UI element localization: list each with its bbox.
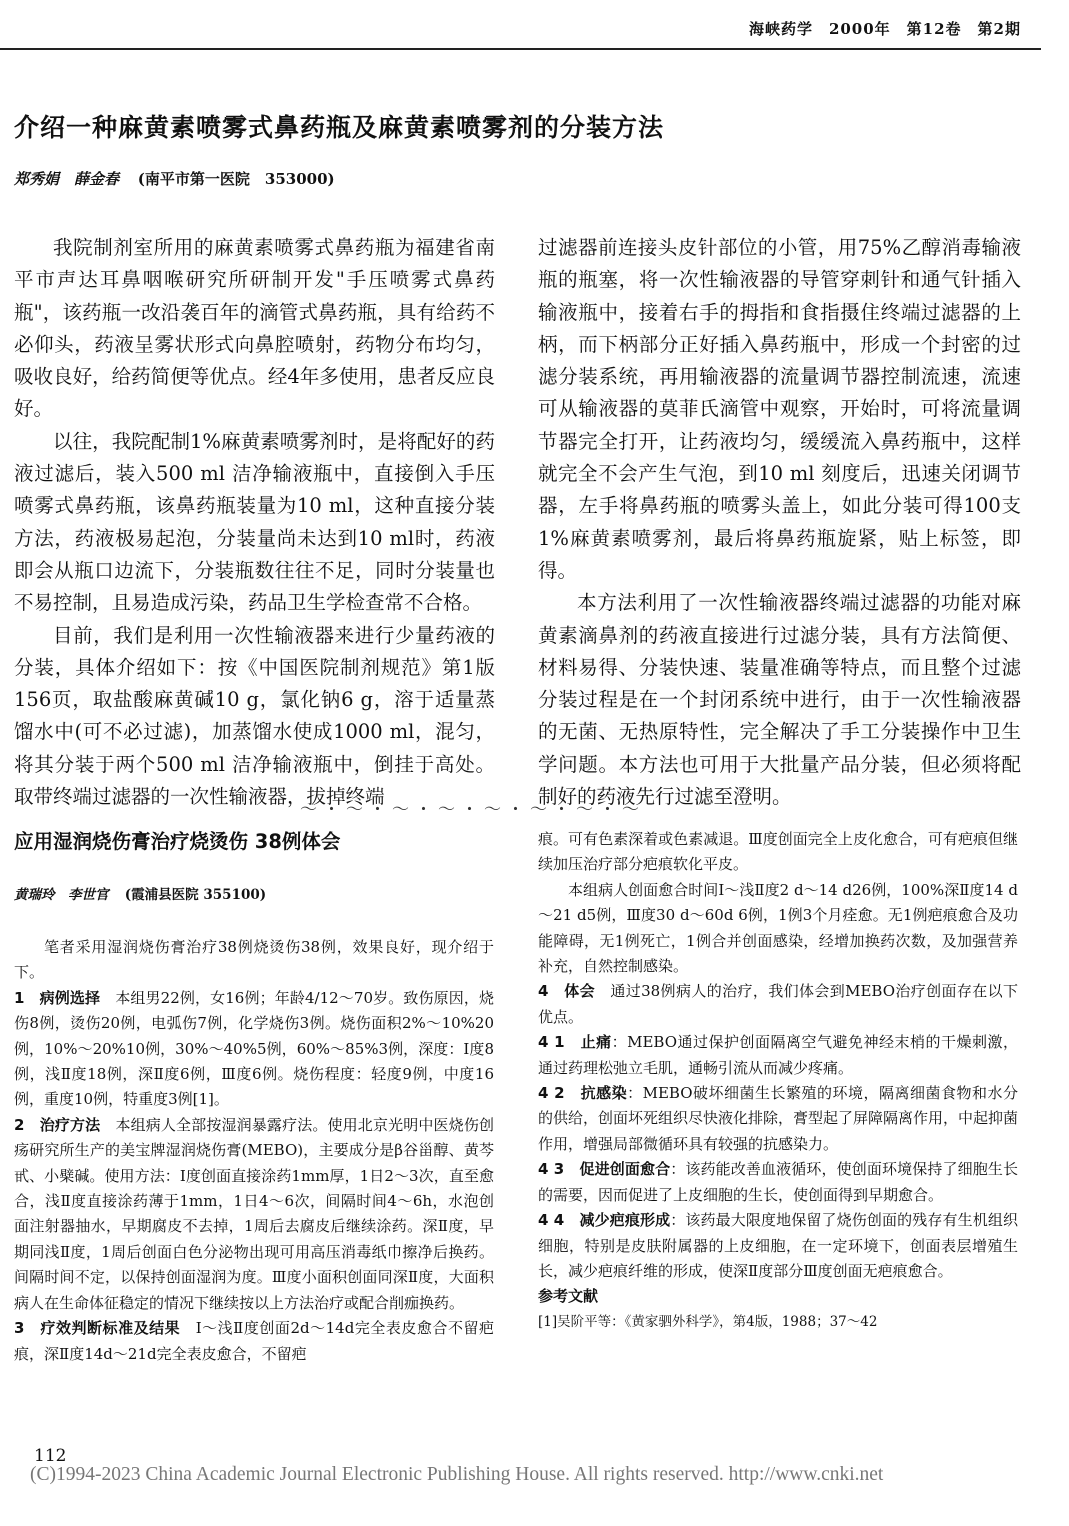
section-heading: 1 病例选择 bbox=[14, 988, 101, 1007]
article-separator: ～・～・～・～・～・～・～・～ bbox=[300, 800, 645, 820]
section-text: 本组病人全部按湿润暴露疗法。使用北京光明中医烧伤创疡研究所生产的美宝牌湿润烧伤膏(MEBO)，主要成分是β谷甾醇、黄芩甙、小檗碱。使用方法：Ⅰ度创面直接涂药1mm厚，1日2～3次，直至愈合，浅Ⅱ度直接涂药薄于1mm，1日4～6次，间隔时间4～6h，水泡创面注射器抽水，早期腐皮不去掉，1周后去腐皮后继续涂药。深Ⅱ度，早期同浅Ⅱ度，1周后创面白色分泌物出现可用高压消毒纸巾擦净后换药。间隔时间不定，以保持创面湿润为度。Ⅲ度小面积创面同深Ⅱ度，大面积病人在生命体征稳定的情况下继续按以上方法治疗或配合削痂换药。 bbox=[14, 1115, 494, 1312]
paragraph: 我院制剂室所用的麻黄素喷雾式鼻药瓶为福建省南平市声达耳鼻咽喉研究所研制开发"手压喷雾式鼻药瓶"，该药瓶一改沿袭百年的滴管式鼻药瓶，具有给药不必仰头，药液呈雾状形式向鼻腔喷射，药物分布均匀，吸收良好，给药简便等优点。经4年多使用，患者反应良好。 bbox=[14, 236, 495, 421]
paragraph: 痕。可有色素深着或色素减退。Ⅲ度创面完全上皮化愈合，可有疤痕但继续加压治疗部分疤痕软化平皮。 bbox=[538, 830, 1018, 874]
section-heading: 2 治疗方法 bbox=[14, 1115, 101, 1134]
article1-affiliation: (南平市第一医院 353000) bbox=[137, 170, 335, 188]
article1-right-column bbox=[538, 232, 1021, 813]
header-rule bbox=[0, 48, 1041, 50]
journal-info: 海峡药学 2000年 第12卷 第2期 bbox=[748, 20, 1021, 38]
copyright-footer: (C)1994-2023 China Academic Journal Electronic Publishing House. All rights reserved. http://www.cnki.net bbox=[30, 1464, 884, 1485]
article1-left-column bbox=[14, 232, 495, 813]
section-heading: 3 疗效判断标准及结果 bbox=[14, 1319, 181, 1338]
section-text: ：MEBO通过保护创面隔离空气避免神经末梢的干燥刺激，通过药理松弛立毛肌，通畅引流从而减少疼痛。 bbox=[538, 1033, 1018, 1077]
section-4 bbox=[538, 979, 1018, 1030]
reference-item: [1]吴阶平等：《黄家驷外科学》，第4版，1988；37～42 bbox=[538, 1313, 878, 1330]
section-text: ：MEBO破坏细菌生长繁殖的环境，隔离细菌食物和水分的供给，创面坏死组织尽快液化排除，膏型起了屏障隔离作用，中起抑菌作用，增强局部微循环具有较强的抗感染力。 bbox=[538, 1084, 1019, 1153]
section-heading: 4 4 减少疤痕形成 bbox=[538, 1211, 671, 1230]
section-3 bbox=[14, 1316, 494, 1367]
section-text: ：该药能改善血液循环，使创面环境保持了细胞生长的需要，因而促进了上皮细胞的生长，使创面得到早期愈合。 bbox=[538, 1160, 1018, 1204]
section-heading: 4 2 抗感染 bbox=[538, 1084, 628, 1103]
section-heading: 4 体会 bbox=[538, 982, 595, 1001]
section-2 bbox=[14, 1113, 494, 1316]
paragraph: 以往，我院配制1%麻黄素喷雾剂时，是将配好的药液过滤后，装入500 ml 洁净输液瓶中，直接倒入手压喷雾式鼻药瓶，该鼻药瓶装量为10 ml，这种直接分装方法，药液极易起泡，分装量尚未达到10 ml时，药液即会从瓶口边流下，分装瓶数往往不足，同时分装量也不易控制，且易造成污染，药品卫生学检查常不合格。 bbox=[14, 429, 495, 615]
paragraph: 本方法利用了一次性输液器终端过滤器的功能对麻黄素滴鼻剂的药液直接进行过滤分装，具有方法简便、材料易得、分装快速、装量准确等特点，而且整个过滤分装过程是在一个封闭系统中进行，由于一次性输液器的无菌、无热原特性，完全解决了手工分装操作中卫生学问题。本方法也可用于大批量产品分装，但必须将配制好的药液先行过滤至澄明。 bbox=[538, 591, 1021, 809]
section-heading: 4 3 促进创面愈合 bbox=[538, 1160, 671, 1179]
section-text: 通过38例病人的治疗，我们体会到MEBO治疗创面存在以下优点。 bbox=[538, 982, 1019, 1026]
section-text: 本组男22例，女16例；年龄4/12～70岁。致伤原因，烧伤8例，烫伤20例，电弧伤7例，化学烧伤3例。烧伤面积2%～10%20例，10%～20%10例，30%～40%5例，60%～85%3例，深度：Ⅰ度8例，浅Ⅱ度18例，深Ⅱ度6例，Ⅲ度6例。烧伤程度：轻度9例，中度16例，重度10例，特重度3例[1]。 bbox=[14, 988, 494, 1109]
article2-right-column bbox=[538, 827, 1018, 1335]
article2-byline bbox=[14, 883, 266, 903]
section-4-1 bbox=[538, 1030, 1018, 1081]
section-4-2 bbox=[538, 1081, 1018, 1157]
paragraph: 本组病人创面愈合时间Ⅰ～浅Ⅱ度2 d～14 d26例，100%深Ⅱ度14 d～21 d5例，Ⅲ度30 d～60d 6例，1例3个月痊愈。无1例疤痕愈合及功能障碍，无1例死亡，1例合并创面感染，经增加换药次数，及加强营养补充，自然控制感染。 bbox=[538, 880, 1018, 976]
section-text: Ⅰ～浅Ⅱ度创面2d～14d完全表皮愈合不留疤痕，深Ⅱ度14d～21d完全表皮愈合，不留疤 bbox=[14, 1319, 494, 1363]
paragraph: 目前，我们是利用一次性输液器来进行少量药液的分装，具体介绍如下：按《中国医院制剂规范》第1版156页，取盐酸麻黄碱10 g，氯化钠6 g，溶于适量蒸馏水中(可不必过滤)，加蒸馏水使成1000 ml，混匀，将其分装于两个500 ml 洁净输液瓶中，倒挂于高处。取带终端过滤器的一次性输液器，拔掉终端 bbox=[14, 623, 495, 809]
article2-authors: 黄瑞玲 李世官 bbox=[14, 887, 109, 903]
references-heading: 参考文献 bbox=[538, 1287, 599, 1306]
running-header bbox=[0, 18, 1069, 50]
section-1 bbox=[14, 986, 494, 1113]
section-heading: 4 1 止痛 bbox=[538, 1033, 612, 1052]
article1-byline bbox=[14, 168, 335, 189]
article2-affiliation: (霞浦县医院 355100) bbox=[124, 887, 267, 903]
article1-authors: 郑秀娟 薛金春 bbox=[14, 170, 120, 188]
page-number: 112 bbox=[34, 1446, 67, 1466]
paragraph: 笔者采用湿润烧伤膏治疗38例烧烫伤38例，效果良好，现介绍于下。 bbox=[14, 938, 494, 982]
article1-title: 介绍一种麻黄素喷雾式鼻药瓶及麻黄素喷雾剂的分装方法 bbox=[14, 113, 665, 142]
section-4-4 bbox=[538, 1208, 1018, 1284]
article2-left-column bbox=[14, 935, 494, 1367]
section-4-3 bbox=[538, 1157, 1018, 1208]
paragraph: 过滤器前连接头皮针部位的小管，用75%乙醇消毒输液瓶的瓶塞，将一次性输液器的导管穿刺针和通气针插入输液瓶中，接着右手的拇指和食指摄住终端过滤器的上柄，而下柄部分正好插入鼻药瓶中，形成一个封密的过滤分装系统，再用输液器的流量调节器控制流速，流速可从输液器的莫菲氏滴管中观察，开始时，可将流量调节器完全打开，让药液均匀，缓缓流入鼻药瓶中，这样就完全不会产生气泡，到10 ml 刻度后，迅速关闭调节器，左手将鼻药瓶的喷雾头盖上，如此分装可得100支1%麻黄素喷雾剂，最后将鼻药瓶旋紧，贴上标签，即得。 bbox=[538, 236, 1021, 582]
section-text: ：该药最大限度地保留了烧伤创面的残存有生机组织细胞，特别是皮肤附属器的上皮细胞，在一定环境下，创面表层增殖生长，减少疤痕纤维的形成，使深Ⅱ度部分Ⅲ度创面无疤痕愈合。 bbox=[538, 1211, 1018, 1280]
article2-title: 应用湿润烧伤膏治疗烧烫伤 38例体会 bbox=[14, 830, 341, 853]
